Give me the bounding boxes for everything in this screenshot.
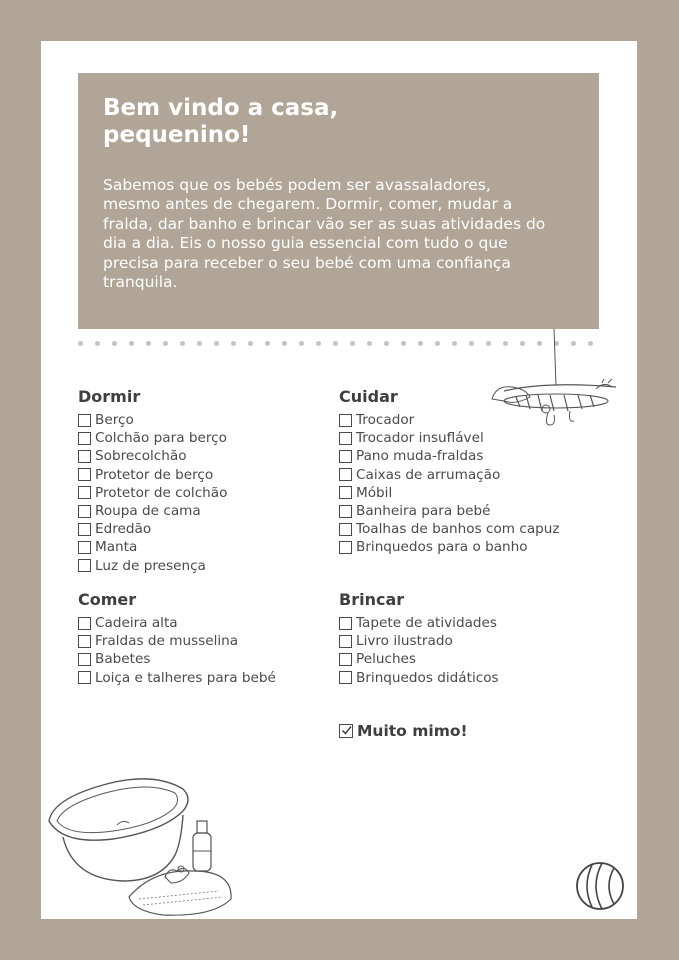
divider-dot bbox=[163, 341, 168, 346]
section-title-comer: Comer bbox=[78, 590, 137, 609]
checklist-item bbox=[339, 429, 560, 447]
checklist-item bbox=[339, 614, 499, 632]
section-cuidar bbox=[339, 387, 560, 557]
divider-dot bbox=[469, 341, 474, 346]
checklist-sheet bbox=[41, 41, 637, 919]
checkbox[interactable] bbox=[339, 671, 352, 684]
list-comer bbox=[78, 614, 276, 687]
checklist-item-label: Livro ilustrado bbox=[356, 633, 453, 650]
checklist-item bbox=[339, 538, 560, 556]
checklist-item-label: Brinquedos para o banho bbox=[356, 539, 528, 556]
checkbox[interactable] bbox=[339, 653, 352, 666]
list-dormir bbox=[78, 411, 227, 575]
checklist-item-label: Luz de presença bbox=[95, 557, 206, 574]
checklist-item-label: Manta bbox=[95, 539, 138, 556]
checklist-item-label: Brinquedos didáticos bbox=[356, 669, 499, 686]
divider-dot bbox=[248, 341, 253, 346]
divider-dot bbox=[401, 341, 406, 346]
section-brincar bbox=[339, 590, 499, 687]
checkbox[interactable] bbox=[339, 486, 352, 499]
checklist-item-label: Babetes bbox=[95, 651, 151, 668]
checklist-item-label: Banheira para bebé bbox=[356, 502, 491, 519]
checkbox[interactable] bbox=[339, 617, 352, 630]
divider-dot bbox=[299, 341, 304, 346]
section-title-dormir: Dormir bbox=[78, 387, 141, 406]
checklist-item bbox=[78, 447, 227, 465]
checklist-item bbox=[339, 466, 560, 484]
checklist-item bbox=[78, 466, 227, 484]
checkbox[interactable] bbox=[78, 541, 91, 554]
checklist-item-label: Colchão para berço bbox=[95, 430, 227, 447]
checklist-item-label: Protetor de colchão bbox=[95, 484, 228, 501]
divider-dot bbox=[197, 341, 202, 346]
divider-dot bbox=[333, 341, 338, 346]
divider-dot bbox=[316, 341, 321, 346]
checkbox[interactable] bbox=[78, 505, 91, 518]
checkbox[interactable] bbox=[78, 450, 91, 463]
divider-dot bbox=[214, 341, 219, 346]
checklist-item-label: Tapete de atividades bbox=[356, 615, 497, 631]
checkbox[interactable] bbox=[78, 617, 91, 630]
section-dormir bbox=[78, 387, 227, 575]
checklist-item-label: Trocador bbox=[356, 412, 415, 428]
checklist-item-label: Caixas de arrumação bbox=[356, 466, 501, 483]
intro-text: Sabemos que os bebés podem ser avassaladores, mesmo antes de chegarem. Dormir, comer, mudar a fralda, dar banho e brincar vão ser as suas atividades do dia a dia. Eis o nosso guia essencial com tudo o que precisa para receber o seu bebé com uma confiança tranquila. bbox=[103, 176, 546, 292]
checklist-item-label: Sobrecolchão bbox=[95, 448, 187, 465]
checklist-item bbox=[78, 411, 227, 429]
title-line-1: Bem vindo a casa, bbox=[103, 95, 339, 121]
checklist-item bbox=[339, 650, 499, 668]
divider-dot bbox=[112, 341, 117, 346]
list-brincar bbox=[339, 614, 499, 687]
divider-dot bbox=[146, 341, 151, 346]
checklist-item-label: Móbil bbox=[356, 484, 393, 501]
checklist-item-label: Toalhas de banhos com capuz bbox=[356, 521, 560, 538]
checklist-item-label: Berço bbox=[95, 412, 134, 428]
divider-dot bbox=[350, 341, 355, 346]
checklist-item-label: Roupa de cama bbox=[95, 502, 201, 519]
checklist-item bbox=[339, 669, 499, 687]
checklist-item-label: Fraldas de musselina bbox=[95, 633, 239, 650]
section-title-cuidar: Cuidar bbox=[339, 387, 398, 406]
checkmark-icon bbox=[341, 725, 352, 736]
checkbox[interactable] bbox=[339, 450, 352, 463]
checklist-item bbox=[78, 650, 276, 668]
checkbox[interactable] bbox=[78, 414, 91, 427]
checklist-item bbox=[78, 632, 276, 650]
checklist-item-label: Cadeira alta bbox=[95, 615, 178, 631]
extra-label: Muito mimo! bbox=[357, 722, 468, 740]
checklist-item-label: Loiça e talheres para bebé bbox=[95, 669, 276, 686]
checklist-item bbox=[78, 557, 227, 575]
checklist-item bbox=[339, 447, 560, 465]
divider-dot bbox=[452, 341, 457, 346]
checkbox[interactable] bbox=[78, 671, 91, 684]
list-cuidar bbox=[339, 411, 560, 557]
divider-dot bbox=[435, 341, 440, 346]
checklist-item bbox=[78, 484, 227, 502]
checklist-item bbox=[339, 484, 560, 502]
checkbox[interactable] bbox=[78, 486, 91, 499]
divider-dot bbox=[418, 341, 423, 346]
divider-dot bbox=[265, 341, 270, 346]
checkbox[interactable] bbox=[339, 414, 352, 427]
checkbox[interactable] bbox=[78, 523, 91, 536]
checklist-item bbox=[78, 429, 227, 447]
checklist-item bbox=[78, 502, 227, 520]
checklist-item-label: Trocador insuflável bbox=[356, 430, 484, 447]
extra-item bbox=[339, 722, 468, 740]
page-title bbox=[103, 95, 403, 149]
title-line-2: pequenino! bbox=[103, 122, 251, 148]
checklist-item bbox=[78, 614, 276, 632]
checkbox[interactable] bbox=[78, 468, 91, 481]
checklist-item bbox=[78, 538, 227, 556]
divider-dot bbox=[129, 341, 134, 346]
divider-dot bbox=[78, 341, 83, 346]
checklist-item bbox=[339, 411, 560, 429]
checked-checkbox[interactable] bbox=[339, 724, 353, 738]
divider-dot bbox=[95, 341, 100, 346]
checklist-item-label: Peluches bbox=[356, 651, 417, 668]
ball-illustration bbox=[574, 860, 626, 912]
divider-dot bbox=[367, 341, 372, 346]
checkbox[interactable] bbox=[339, 468, 352, 481]
bathtub-illustration bbox=[43, 759, 243, 919]
checkbox[interactable] bbox=[339, 523, 352, 536]
checklist-item-label: Protetor de berço bbox=[95, 466, 214, 483]
divider-dot bbox=[282, 341, 287, 346]
checkbox[interactable] bbox=[339, 541, 352, 554]
checkbox[interactable] bbox=[339, 432, 352, 445]
checklist-item bbox=[339, 520, 560, 538]
divider-dot bbox=[180, 341, 185, 346]
checkbox[interactable] bbox=[78, 432, 91, 445]
intro-panel bbox=[78, 73, 599, 329]
checkbox[interactable] bbox=[78, 653, 91, 666]
checkbox[interactable] bbox=[78, 635, 91, 648]
checklist-item-label: Edredão bbox=[95, 521, 152, 538]
section-title-brincar: Brincar bbox=[339, 590, 405, 609]
checklist-item bbox=[78, 520, 227, 538]
section-comer bbox=[78, 590, 276, 687]
checklist-item bbox=[339, 632, 499, 650]
checkbox[interactable] bbox=[78, 559, 91, 572]
divider-dot bbox=[384, 341, 389, 346]
checklist-item bbox=[78, 669, 276, 687]
checklist-item bbox=[339, 502, 560, 520]
checkbox[interactable] bbox=[339, 635, 352, 648]
checkbox[interactable] bbox=[339, 505, 352, 518]
checklist-item-label: Pano muda-fraldas bbox=[356, 448, 484, 465]
divider-dot bbox=[231, 341, 236, 346]
